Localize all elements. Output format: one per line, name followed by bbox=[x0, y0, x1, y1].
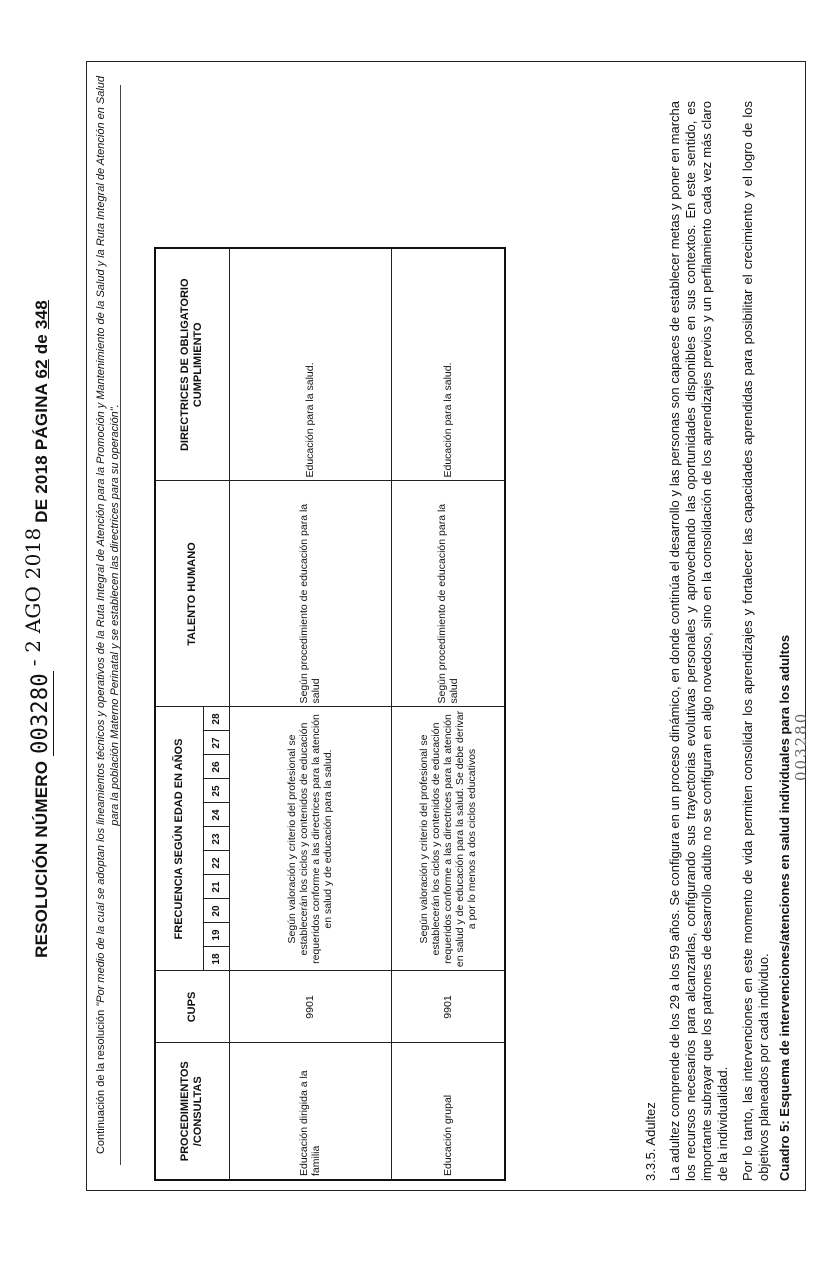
section-heading: 3.3.5. Adultez bbox=[643, 1102, 658, 1181]
paragraph-intervenciones: Por lo tanto, las intervenciones en este momento de vida permiten consolidar los aprendizajes y fortalecer las capacidades aprendidas para posibilitar el crecimiento y el logro de los objetivos planeados por cada individuo. bbox=[740, 101, 771, 1181]
row-frecuencia: Según valoración y criterio del profesional se establecerán los ciclos y contenidos de educación requeridos conforme a las directrices para la atención en salud y de educación para la salud. Se debe derivar a por lo menos a dos ciclos educativos bbox=[391, 707, 505, 971]
row-cups: 9901 bbox=[391, 971, 505, 1043]
de2-label: de bbox=[32, 334, 51, 355]
page-label: PÁGINA bbox=[32, 383, 51, 451]
continuation-text: "Por medio de la cual se adoptan los lineamientos técnicos y operativos de la Ruta Integral de Atención para la Promoción y Mantenimiento de la Salud y la Ruta Integral de Atención en Salud para la población Materno Perinatal y se establecen las directrices para su operación". bbox=[95, 75, 121, 1007]
stamp-number: 003280 bbox=[792, 711, 810, 781]
age-21: 21 bbox=[203, 875, 229, 899]
header-talento: TALENTO HUMANO bbox=[155, 481, 229, 707]
age-28: 28 bbox=[203, 707, 229, 731]
header-frecuencia: FRECUENCIA SEGÚN EDAD EN AÑOS bbox=[155, 707, 203, 971]
row-frecuencia: Según valoración y criterio del profesional se establecerán los ciclos y contenidos de educación requeridos conforme a las directrices para la atención en salud y de educación para la salud. bbox=[229, 707, 391, 971]
age-22: 22 bbox=[203, 851, 229, 875]
age-19: 19 bbox=[203, 923, 229, 947]
total-pages: 348 bbox=[32, 300, 51, 330]
row-procedimiento: Educación grupal bbox=[391, 1043, 505, 1180]
age-25: 25 bbox=[203, 779, 229, 803]
table-row bbox=[229, 248, 391, 1180]
paragraph-adultez: La adultez comprende de los 29 a los 59 años. Se configura en un proceso dinámico, en donde continúa el desarrollo y las personas son capaces de establecer metas y poner en marcha los recursos necesarios para alcanzarlas, configurando sus trayectorias evolutivas personales y aprovechando las oportunidades disponibles en sus contextos. En este sentido, es importante subrayar que los patrones de desarrollo adulto no se configuran en algo novedoso, sino en la consolidación de los aprendizajes previos y un perfilamiento cada vez más claro de la individualidad. bbox=[667, 101, 730, 1181]
row-talento: Según procedimiento de educación para la salud bbox=[391, 481, 505, 707]
year: 2018 bbox=[32, 455, 51, 494]
age-20: 20 bbox=[203, 899, 229, 923]
continuation-lead: Continuación de la resolución bbox=[95, 1009, 107, 1155]
row-talento: Según procedimiento de educación para la salud bbox=[229, 481, 391, 707]
age-24: 24 bbox=[203, 803, 229, 827]
age-26: 26 bbox=[203, 755, 229, 779]
handwritten-date: - 2 AGO 2018 bbox=[21, 527, 45, 667]
de-label: DE bbox=[32, 498, 51, 523]
interventions-table bbox=[154, 247, 506, 1181]
header-cups: CUPS bbox=[155, 971, 229, 1043]
row-cups: 9901 bbox=[229, 971, 391, 1043]
row-procedimiento: Educación dirigida a la familia bbox=[229, 1043, 391, 1180]
cuadro-caption: Cuadro 5: Esquema de intervenciones/atenciones en salud individuales para los adultos bbox=[777, 634, 792, 1181]
resolution-number: 003280 bbox=[28, 673, 53, 754]
age-23: 23 bbox=[203, 827, 229, 851]
age-18: 18 bbox=[203, 947, 229, 971]
table-row bbox=[391, 248, 505, 1180]
separator-line bbox=[120, 85, 121, 1165]
age-27: 27 bbox=[203, 731, 229, 755]
resolution-title bbox=[21, 59, 53, 1199]
row-directriz: Educación para la salud. bbox=[391, 248, 505, 481]
resolution-label: RESOLUCIÓN NÚMERO bbox=[32, 760, 51, 958]
header-directrices: DIRECTRICES DE OBLIGATORIO CUMPLIMIENTO bbox=[155, 248, 229, 481]
continuation-note bbox=[94, 65, 122, 1165]
header-procedimientos: PROCEDIMIENTOS /CONSULTAS bbox=[155, 1043, 229, 1180]
row-directriz: Educación para la salud. bbox=[229, 248, 391, 481]
page-number: 62 bbox=[32, 359, 51, 379]
